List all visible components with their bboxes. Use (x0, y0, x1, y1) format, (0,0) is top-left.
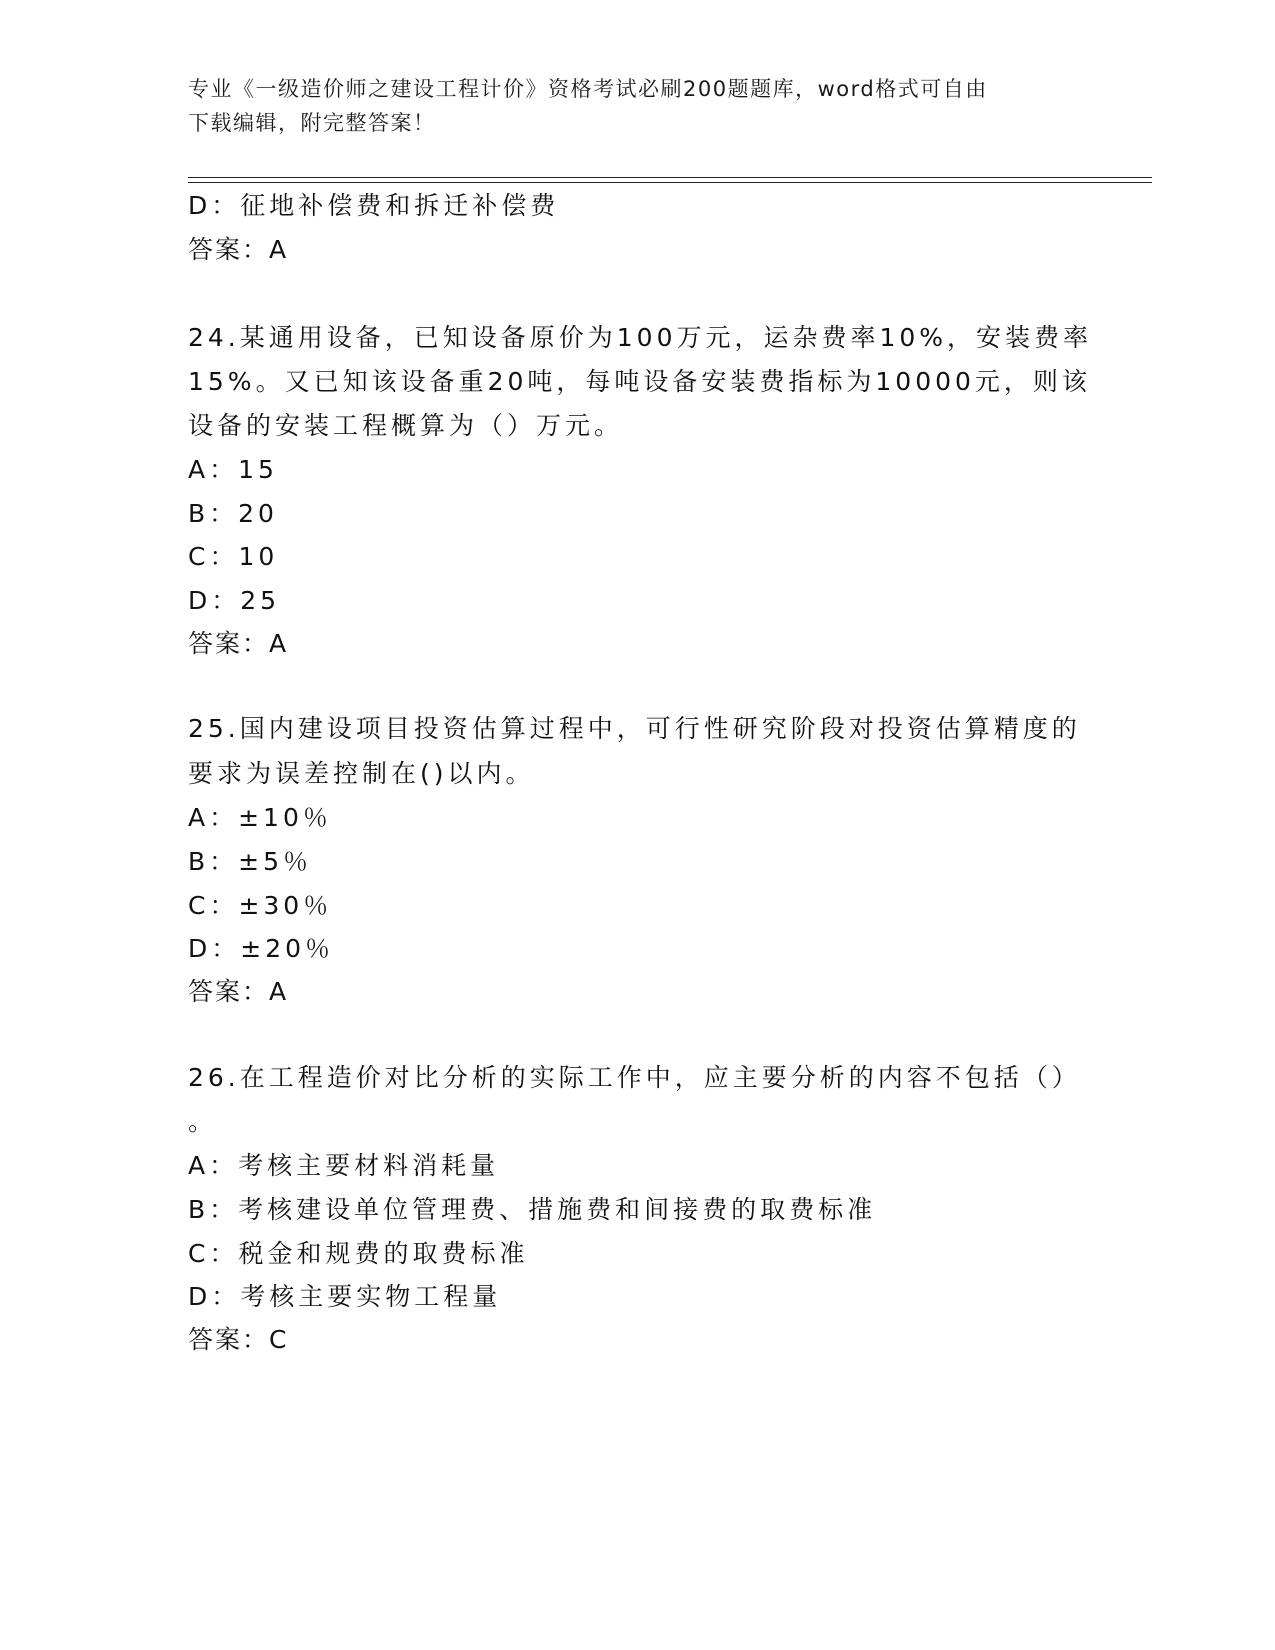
page-header (188, 72, 1088, 140)
header-divider-top (188, 177, 1152, 178)
q25-option-c: C：±30％ (188, 891, 333, 920)
q24-option-c: C：10 (188, 542, 279, 571)
prev-option-d: D：征地补偿费和拆迁补偿费 (188, 191, 560, 220)
q26-text-line-2: 。 (188, 1107, 218, 1136)
q25-text-line-2: 要求为误差控制在()以内。 (188, 759, 535, 788)
q25-option-a: A：±10％ (188, 803, 332, 832)
header-divider-bottom (188, 182, 1152, 183)
header-line-1: 专业《一级造价师之建设工程计价》资格考试必刷200题题库，word格式可自由 (188, 77, 988, 101)
q26-text-line-1: 26.在工程造价对比分析的实际工作中，应主要分析的内容不包括（） (188, 1063, 1081, 1092)
q24-text-line-1: 24.某通用设备，已知设备原价为100万元，运杂费率10%，安装费率 (188, 323, 1093, 352)
q25-option-b: B：±5％ (188, 847, 313, 876)
q26-option-a: A：考核主要材料消耗量 (188, 1151, 500, 1180)
q24-text-line-2: 15%。又已知该设备重20吨，每吨设备安装费指标为10000元，则该 (188, 367, 1091, 396)
q25-answer: 答案：A (188, 977, 289, 1006)
q24-option-b: B：20 (188, 499, 278, 528)
q26-option-b: B：考核建设单位管理费、措施费和间接费的取费标准 (188, 1195, 877, 1224)
q26-answer: 答案：C (188, 1325, 289, 1354)
q24-option-a: A：15 (188, 455, 278, 484)
q26-option-c: C：税金和规费的取费标准 (188, 1239, 529, 1268)
header-line-2: 下载编辑，附完整答案！ (188, 111, 436, 135)
q25-text-line-1: 25.国内建设项目投资估算过程中，可行性研究阶段对投资估算精度的 (188, 714, 1081, 743)
q24-text-line-3: 设备的安装工程概算为（）万元。 (188, 411, 624, 440)
q25-option-d: D：±20％ (188, 934, 335, 963)
prev-answer: 答案：A (188, 235, 289, 264)
q24-answer: 答案：A (188, 629, 289, 658)
q24-option-d: D：25 (188, 586, 281, 615)
q26-option-d: D：考核主要实物工程量 (188, 1282, 502, 1311)
